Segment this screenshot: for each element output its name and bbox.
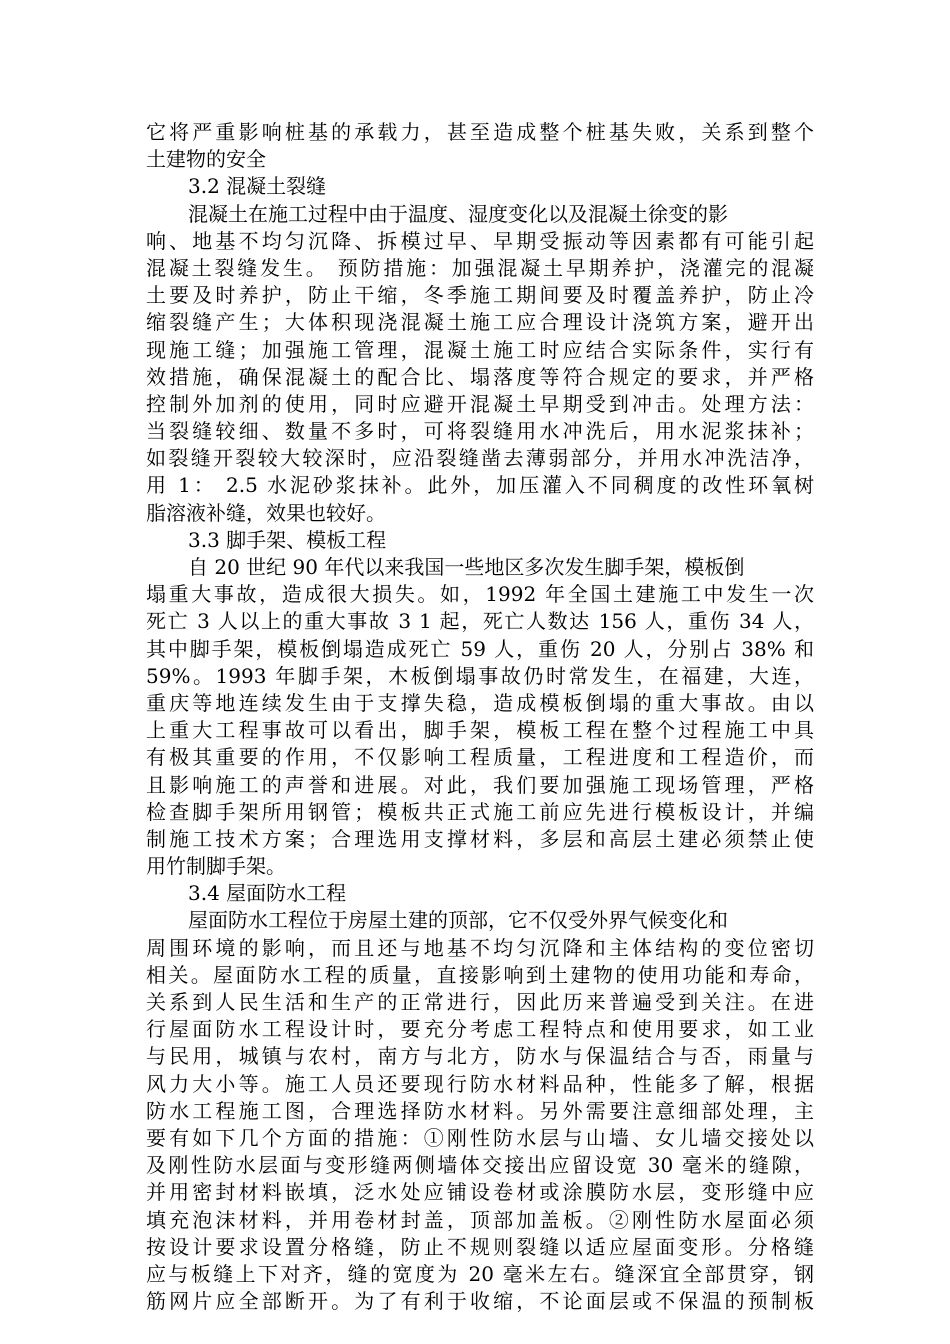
text-line: 现施工缝；加强施工管理，混凝土施工时应结合实际条件，实行有 [146, 337, 814, 362]
text-line: 控制外加剂的使用，同时应避开混凝土早期受到冲击。处理方法： [146, 391, 814, 416]
text-line: 周围环境的影响，而且还与地基不均匀沉降和主体结构的变位密切 [146, 935, 814, 960]
text-line: 填充泡沫材料，并用卷材封盖，顶部加盖板。②刚性防水屋面必须 [146, 1207, 814, 1232]
text-line: 土建物的安全 [146, 147, 266, 172]
text-line: 当裂缝较细、数量不多时，可将裂缝用水冲洗后，用水泥浆抹补； [146, 419, 814, 444]
text-line: 关系到人民生活和生产的正常进行，因此历来普遍受到关注。在进 [146, 990, 814, 1014]
text-line: 其中脚手架，模板倒塌造成死亡 59 人，重伤 20 人，分别占 38% 和 [146, 636, 814, 661]
text-line: 缩裂缝产生；大体积现浇混凝土施工应合理设计浇筑方案，避开出 [146, 310, 814, 335]
text-line: 风力大小等。施工人员还要现行防水材料品种，性能多了解，根据 [146, 1071, 814, 1096]
section-heading: 3.3 脚手架、模板工程 [188, 527, 387, 552]
text-line: 塌重大事故，造成很大损失。如，1992 年全国土建施工中发生一次 [146, 582, 814, 607]
text-line: 检查脚手架所用钢管；模板共正式施工前应先进行模板设计，并编 [146, 799, 814, 824]
paragraph-first-line: 屋面防水工程位于房屋土建的顶部，它不仅受外界气候变化和 [188, 908, 728, 933]
text-line: 上重大工程事故可以看出，脚手架，模板工程在整个过程施工中具 [146, 718, 814, 743]
text-line: 59%。1993 年脚手架，木板倒塌事故仍时常发生，在福建，大连， [146, 663, 814, 688]
paragraph-first-line: 自 20 世纪 90 年代以来我国一些地区多次发生脚手架，模板倒 [188, 555, 745, 579]
text-line: 行屋面防水工程设计时，要充分考虑工程特点和使用要求，如工业 [146, 1017, 814, 1042]
document-body [146, 119, 814, 1315]
text-line: 有极其重要的作用，不仅影响工程质量，工程进度和工程造价，而 [146, 745, 814, 770]
text-line: 防水工程施工图，合理选择防水材料。另外需要注意细部处理，主 [146, 1098, 814, 1123]
text-line: 且影响施工的声誉和进展。对此，我们要加强施工现场管理，严格 [146, 772, 814, 797]
text-line: 应与板缝上下对齐，缝的宽度为 20 毫米左右。缝深宜全部贯穿，钢 [146, 1261, 814, 1286]
text-line: 及刚性防水层面与变形缝两侧墙体交接出应留设宽 30 毫米的缝隙， [146, 1153, 814, 1178]
text-line: 重庆等地连续发生由于支撑失稳，造成模板倒塌的重大事故。由以 [146, 690, 814, 715]
paragraph-first-line: 混凝土在施工过程中由于温度、湿度变化以及混凝土徐变的影 [188, 201, 728, 226]
section-heading: 3.2 混凝土裂缝 [188, 174, 327, 199]
text-line: 如裂缝开裂较大较深时，应沿裂缝凿去薄弱部分，并用水冲洗洁净， [146, 446, 814, 471]
text-line: 制施工技术方案；合理选用支撑材料，多层和高层土建必须禁止使 [146, 826, 814, 851]
text-line: 响、地基不均匀沉降、拆模过早、早期受振动等因素都有可能引起 [146, 228, 814, 253]
text-line: 要有如下几个方面的措施：①刚性防水层与山墙、女儿墙交接处以 [146, 1125, 814, 1150]
text-line: 按设计要求设置分格缝，防止不规则裂缝以适应屋面变形。分格缝 [146, 1234, 814, 1259]
text-line: 用竹制脚手架。 [146, 854, 286, 879]
text-line: 相关。屋面防水工程的质量，直接影响到土建物的使用功能和寿命， [146, 962, 814, 987]
text-line: 用 1： 2.5 水泥砂浆抹补。此外，加压灌入不同稠度的改性环氧树 [146, 473, 814, 498]
text-line: 效措施，确保混凝土的配合比、塌落度等符合规定的要求，并严格 [146, 364, 814, 389]
text-line: 脂溶液补缝，效果也较好。 [146, 500, 386, 525]
section-heading: 3.4 屋面防水工程 [188, 881, 347, 906]
text-line: 混凝土裂缝发生。 预防措施：加强混凝土早期养护，浇灌完的混凝 [146, 255, 814, 280]
text-line: 死亡 3 人以上的重大事故 3 1 起，死亡人数达 156 人，重伤 34 人， [146, 609, 814, 634]
text-line: 土要及时养护，防止干缩，冬季施工期间要及时覆盖养护，防止冷 [146, 283, 814, 308]
text-line: 与民用，城镇与农村，南方与北方，防水与保温结合与否，雨量与 [146, 1044, 814, 1069]
text-line: 它将严重影响桩基的承载力，甚至造成整个桩基失败，关系到整个 [146, 120, 814, 144]
text-line: 筋网片应全部断开。为了有利于收缩，不论面层或不保温的预制板 [146, 1289, 814, 1314]
text-line: 并用密封材料嵌填，泛水处应铺设卷材或涂膜防水层，变形缝中应 [146, 1180, 814, 1205]
